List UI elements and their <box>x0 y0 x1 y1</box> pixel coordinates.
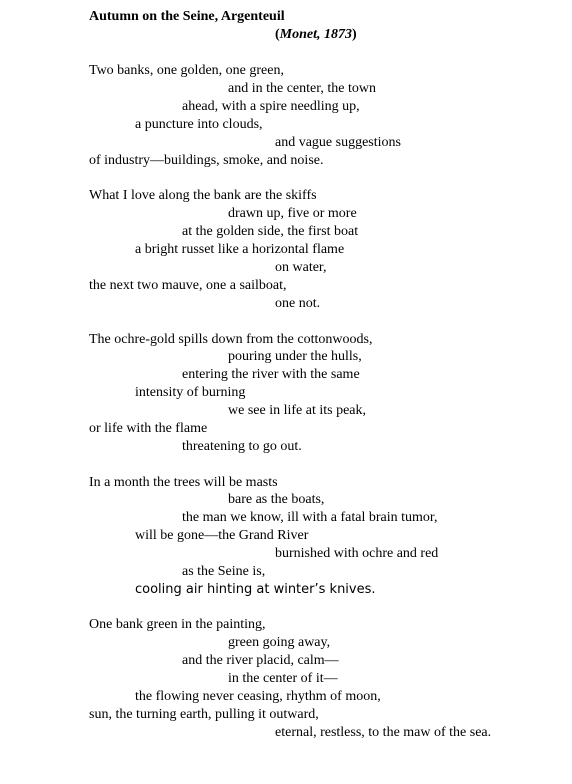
poem-line: we see in life at its peak, <box>228 403 367 418</box>
attribution-open-paren: ( <box>275 27 280 42</box>
poem-line: burnished with ochre and red <box>275 546 439 561</box>
attribution-close-paren: ) <box>352 27 357 42</box>
poem-line: and vague suggestions <box>275 135 401 150</box>
poem-line: will be gone—the Grand River <box>135 528 309 543</box>
poem-line: One bank green in the painting, <box>89 617 266 632</box>
poem-line: intensity of burning <box>135 385 246 400</box>
poem-title: Autumn on the Seine, Argenteuil <box>89 9 285 24</box>
poem-line: or life with the flame <box>89 421 208 436</box>
poem-line: one not. <box>275 296 321 311</box>
poem-line: a puncture into clouds, <box>135 117 263 132</box>
poem-line: on water, <box>275 260 327 275</box>
poem-line: sun, the turning earth, pulling it outward, <box>89 707 319 722</box>
poem-line: The ochre-gold spills down from the cottonwoods, <box>89 332 373 347</box>
poem-line: of industry—buildings, smoke, and noise. <box>89 153 324 168</box>
poem-attribution <box>275 26 357 44</box>
poem-line: In a month the trees will be masts <box>89 475 278 490</box>
poem-line: the flowing never ceasing, rhythm of moon, <box>135 689 381 704</box>
poem-line: as the Seine is, <box>182 564 266 579</box>
poem-line: a bright russet like a horizontal flame <box>135 242 345 257</box>
poem-line: and the river placid, calm— <box>182 653 339 668</box>
poem-line: bare as the boats, <box>228 492 325 507</box>
poem-line: Two banks, one golden, one green, <box>89 63 284 78</box>
poem-line: entering the river with the same <box>182 367 360 382</box>
poem-line: What I love along the bank are the skiffs <box>89 188 317 203</box>
poem-line: in the center of it— <box>228 671 338 686</box>
poem-line: pouring under the hulls, <box>228 349 362 364</box>
poem-line: threatening to go out. <box>182 439 302 454</box>
poem-line: eternal, restless, to the maw of the sea. <box>275 725 492 740</box>
poem-line: at the golden side, the first boat <box>182 224 359 239</box>
poem-line: ahead, with a spire needling up, <box>182 99 360 114</box>
poem-line: cooling air hinting at winter’s knives. <box>135 582 376 597</box>
poem-line: and in the center, the town <box>228 81 376 96</box>
attribution-artist-year: Monet, 1873 <box>279 27 353 42</box>
poem-line: the next two mauve, one a sailboat, <box>89 278 287 293</box>
poem-line: the man we know, ill with a fatal brain tumor, <box>182 510 438 525</box>
poem-line: green going away, <box>228 635 331 650</box>
poem-line: drawn up, five or more <box>228 206 357 221</box>
